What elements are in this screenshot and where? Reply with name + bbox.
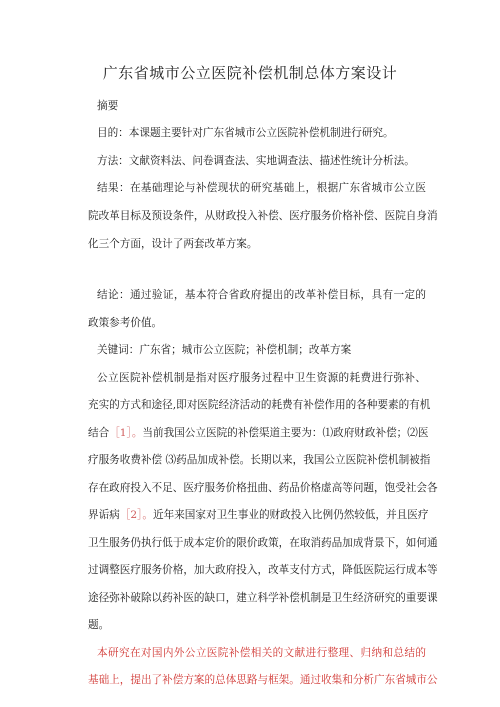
keywords: 关键词：广东省；城市公立医院；补偿机制；改革方案 bbox=[97, 344, 352, 356]
body-paragraph-line: 疗服务收费补偿 ⑶药品加成补偿。长期以来，我国公立医院补偿机制被指 bbox=[88, 454, 431, 466]
abstract-conclusion-line: 结论：通过验证，基本符合省政府提出的改革补偿目标，具有一定的 bbox=[97, 289, 426, 301]
body-paragraph-line: 充实的方式和途径,即对医院经济活动的耗费有补偿作用的各种要素的有机 bbox=[88, 399, 431, 411]
body-paragraph-line: 公立医院补偿机制是指对医疗服务过程中卫生资源的耗费进行弥补、 bbox=[97, 372, 426, 384]
document-title: 广东省城市公立医院补偿机制总体方案设计 bbox=[102, 64, 398, 82]
body-paragraph-line: 题。 bbox=[88, 619, 110, 631]
abstract-results-line: 结果：在基础理论与补偿现状的研究基础上，根据广东省城市公立医 bbox=[97, 182, 426, 194]
body-paragraph-line: 卫生服务仍执行低于成本定价的限价政策，在取消药品加成背景下，如何通 bbox=[88, 537, 438, 549]
highlighted-paragraph-line: 本研究在对国内外公立医院补偿相关的文献进行整理、归纳和总结的 bbox=[97, 647, 426, 659]
body-paragraph-line: 途径弥补破除以药补医的缺口，建立科学补偿机制是卫生经济研究的重要课 bbox=[88, 592, 438, 604]
citation-2[interactable]: ［2］。 bbox=[119, 509, 154, 521]
abstract-methods: 方法：文献资料法、问卷调查法、实地调查法、描述性统计分析法。 bbox=[97, 155, 415, 167]
body-text: 近年来国家对卫生事业的财政投入比例仍然较低，并且医疗 bbox=[153, 509, 429, 521]
body-text: 界诟病 bbox=[88, 509, 120, 521]
body-paragraph-line: 存在政府投入不足、医疗服务价格扭曲、药品价格虚高等问题，饱受社会各 bbox=[88, 482, 438, 494]
body-text: 结合 bbox=[88, 427, 110, 439]
body-paragraph-line bbox=[88, 508, 428, 522]
body-paragraph-line: 过调整医疗服务价格，加大政府投入，改革支付方式，降低医院运行成本等 bbox=[88, 564, 438, 576]
body-paragraph-line bbox=[88, 426, 428, 440]
abstract-heading: 摘要 bbox=[97, 100, 119, 112]
abstract-objective: 目的：本课题主要针对广东省城市公立医院补偿机制进行研究。 bbox=[97, 127, 394, 139]
abstract-conclusion-line: 政策参考价值。 bbox=[88, 317, 163, 329]
citation-1[interactable]: ［1］。 bbox=[109, 427, 143, 439]
abstract-results-line: 化三个方面，设计了两套改革方案。 bbox=[88, 238, 258, 250]
body-text: 当前我国公立医院的补偿渠道主要为：⑴政府财政补偿；⑵医 bbox=[142, 427, 429, 439]
abstract-results-line: 院改革目标及预设条件，从财政投入补偿、医疗服务价格补偿、医院自身消 bbox=[88, 210, 438, 222]
highlighted-paragraph-line: 基础上，提出了补偿方案的总体思路与框架。通过收集和分析广东省城市公 bbox=[88, 674, 438, 686]
